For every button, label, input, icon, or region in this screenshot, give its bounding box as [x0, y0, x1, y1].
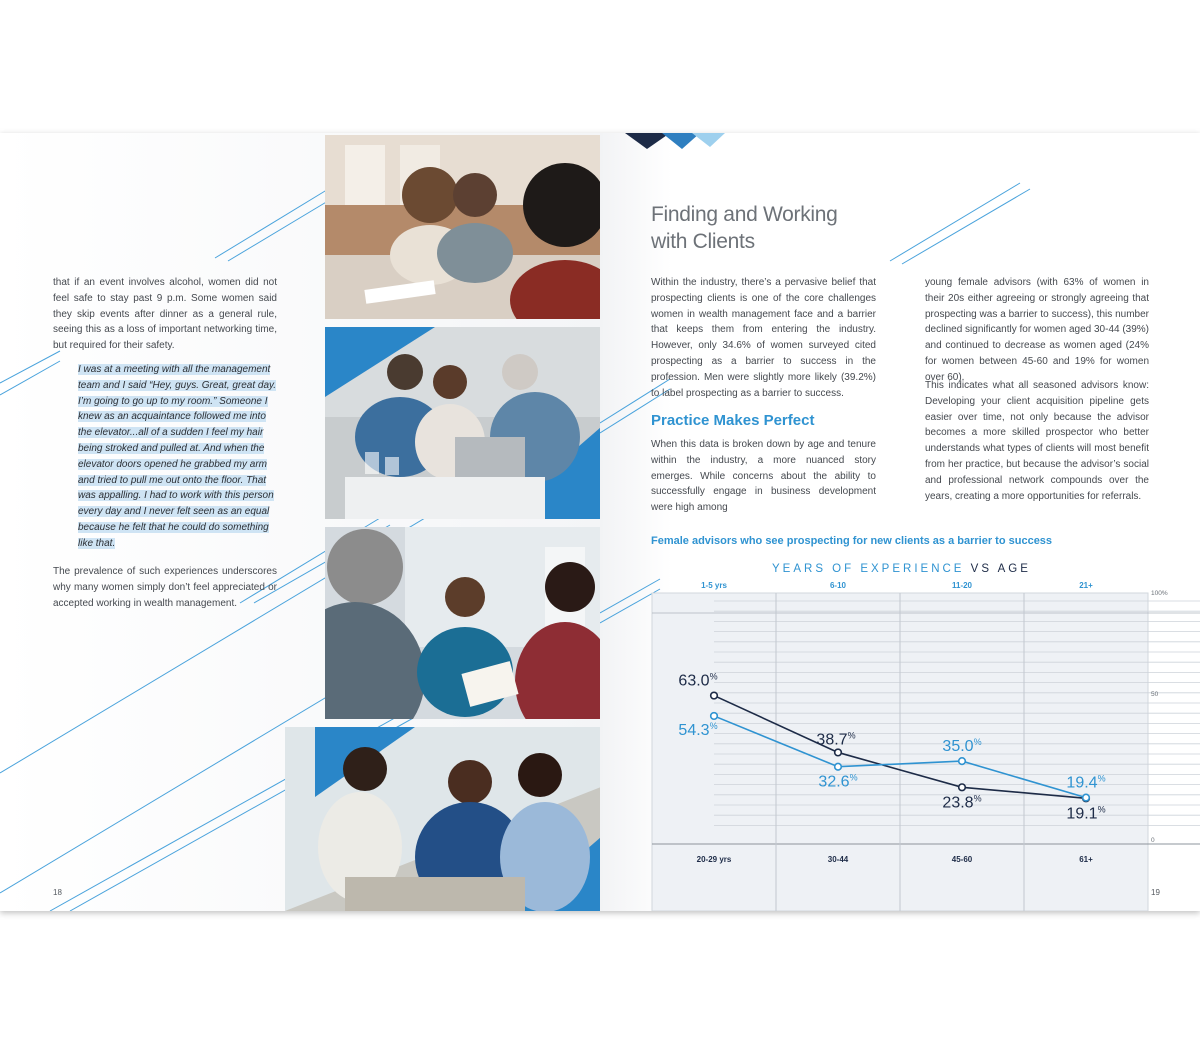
data-point [959, 784, 966, 791]
data-label: 38.7% [816, 730, 856, 749]
photo-couple-with-advisor [325, 135, 600, 319]
x-tick-label-experience: 1-5 yrs [701, 581, 727, 590]
data-point [835, 749, 842, 756]
data-label: 63.0% [678, 671, 718, 690]
data-label: 32.6% [818, 772, 858, 791]
photo-woman-smiling-client-meeting [325, 527, 600, 719]
x-tick-label-age: 61+ [1079, 855, 1093, 864]
page-number: 19 [1151, 888, 1160, 897]
pull-quote-text: I was at a meeting with all the management team and I said “Hey, guys. Great, great day. I’m going to go up to my room.” Someone I knew as an acquaintance followed me into the elevator...all of a sudden I feel my hair being stroked and pulled at. And when the elevator doors opened he grabbed my arm and tried to pull me out onto the floor. That was appalling. I had to work with this person every day and I never felt seen as an equal because he felt that he could do something like that. [78, 364, 277, 549]
section-subhead: Practice Makes Perfect [651, 412, 815, 429]
x-tick-label-experience: 11-20 [951, 581, 973, 590]
x-tick-label-age: 45-60 [951, 855, 973, 864]
y-tick-label: 100% [1151, 590, 1168, 597]
data-point [711, 713, 718, 720]
photo-illustration [325, 527, 600, 719]
photo-illustration [285, 727, 600, 911]
chart-subtitle-experience: YEARS OF EXPERIENCE [772, 563, 965, 575]
data-point [959, 758, 966, 765]
photo-illustration [325, 135, 600, 319]
data-label: 23.8% [942, 793, 982, 812]
x-tick-label-experience: 6-10 [829, 581, 847, 590]
chart-title: Female advisors who see prospecting for new clients as a barrier to success [651, 535, 1053, 547]
body-paragraph: This indicates what all seasoned advisors know: Developing your client acquisition pipeline gets easier over time, not only because the advisor becomes a more skilled prospector who better understands what types of clients will most benefit from her practice, but because the advisor’s social and professional network compounds over the years, creating a more opportunities for referrals. [925, 380, 1149, 502]
data-point [711, 692, 718, 699]
body-paragraph: young female advisors (with 63% of women in their 20s either agreeing or strongly agreeing that prospecting was a barrier to success), this number declined significantly for women aged 30-44 (39%) and continued to decrease as women aged (24% for women between 45-60 and 19% for women over 60). [925, 277, 1150, 383]
magazine-spread [0, 133, 1200, 911]
chart-subtitle-age: AGE [997, 563, 1031, 575]
page-title-line2: with Clients [651, 230, 755, 253]
body-paragraph: The prevalence of such experiences underscores why many women simply don’t feel appreciated or accepted working in wealth management. [53, 566, 277, 609]
data-label: 54.3% [678, 720, 718, 739]
left-page [0, 133, 600, 911]
line-chart [600, 573, 1200, 911]
photo-illustration [325, 327, 600, 519]
body-paragraph: Within the industry, there’s a pervasive belief that prospecting clients is one of the core challenges women in wealth management face and a barrier that keeps them from entering the industry. However, only 34.6% of women surveyed cited prospecting as a barrier to success in the profession. Men were slightly more likely (39.2%) to label prospecting as a barrier to success. [651, 277, 876, 399]
y-tick-label: 50 [1151, 691, 1159, 698]
body-paragraph: that if an event involves alcohol, women did not feel safe to stay past 9 p.m. Some women said they skip events after dinner as a general rule, seeing this as a loss of important networking time, but required for their safety. [53, 277, 277, 352]
page-title-line1: Finding and Working [651, 203, 838, 226]
x-tick-label-experience: 21+ [1079, 581, 1093, 590]
photo-advisor-meeting-laptop [325, 327, 600, 519]
data-label: 19.1% [1066, 804, 1106, 823]
data-label: 19.4% [1066, 773, 1106, 792]
data-point [835, 763, 842, 770]
body-paragraph: When this data is broken down by age and tenure within the industry, a more nuanced story emerges. While concerns about the ability to successfully engage in business development were high among [651, 439, 876, 514]
data-point [1083, 794, 1090, 801]
x-tick-label-age: 20-29 yrs [696, 855, 732, 864]
pull-quote [78, 362, 278, 552]
page-number: 18 [53, 888, 62, 897]
x-tick-label-age: 30-44 [827, 855, 849, 864]
chart-subtitle-vs: VS [964, 563, 998, 575]
right-page [600, 133, 1200, 911]
photo-three-friends-laughing [285, 727, 600, 911]
page-title [651, 201, 911, 255]
y-tick-label: 0 [1151, 837, 1155, 844]
data-label: 35.0% [942, 737, 982, 756]
